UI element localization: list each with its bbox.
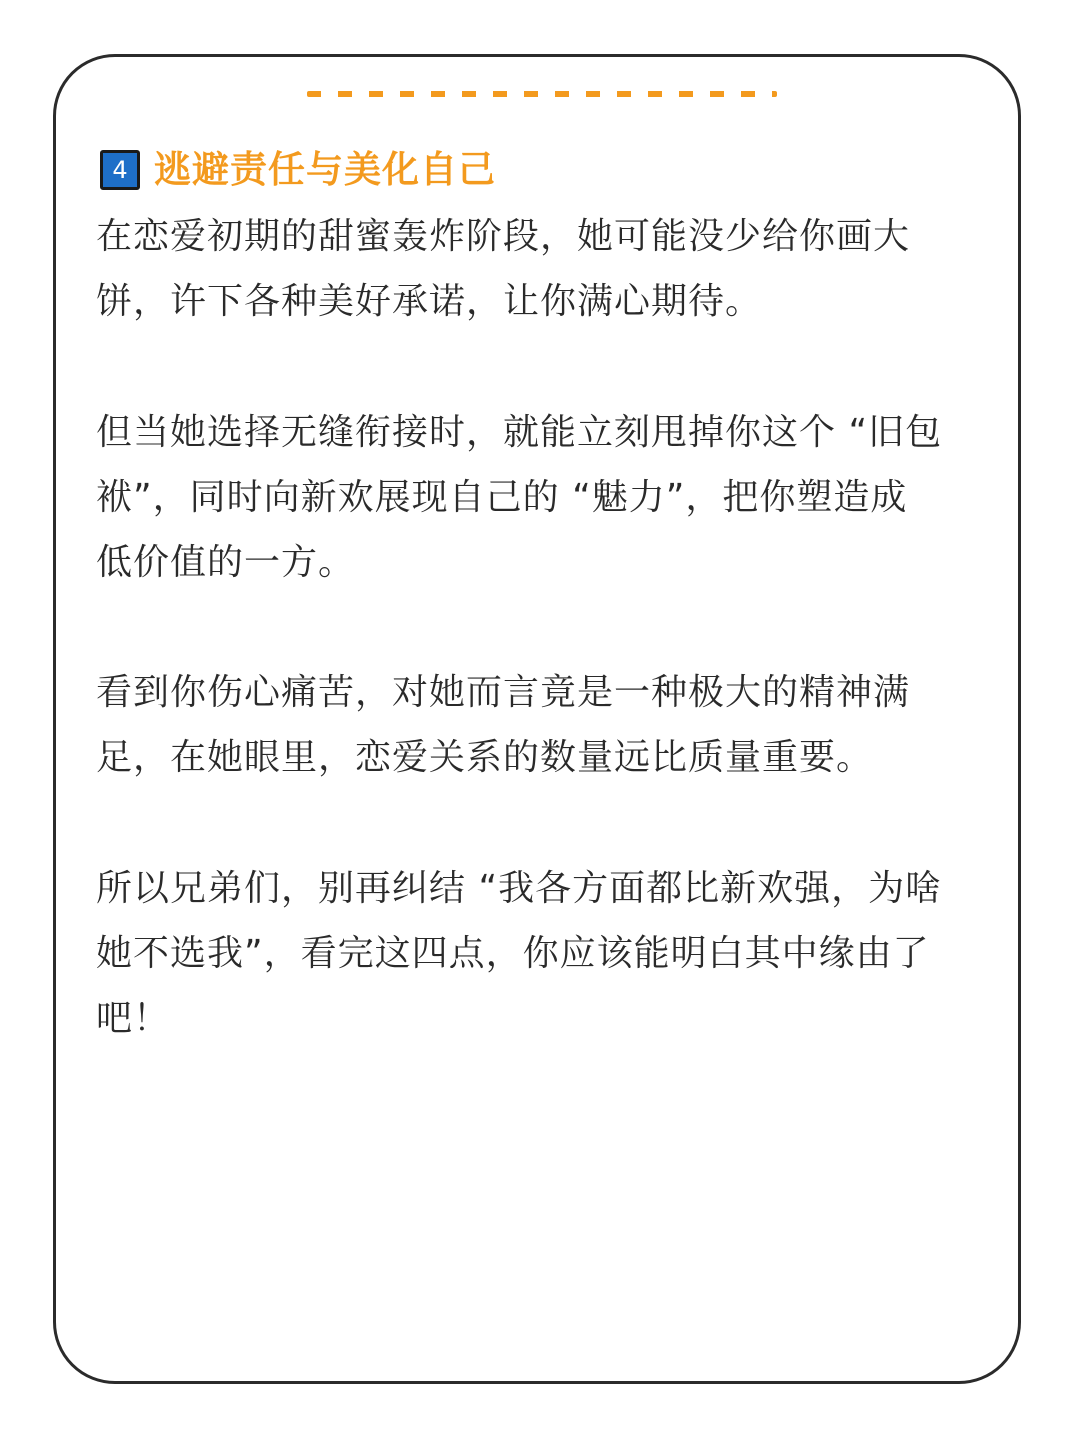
paragraph-line: 所以兄弟们，别再纠结 “我各方面都比新欢强，为啥 xyxy=(96,868,943,909)
paragraph-line: 足，在她眼里，恋爱关系的数量远比质量重要。 xyxy=(96,737,874,778)
paragraph-line: 吧！ xyxy=(96,998,171,1039)
section-title: 逃避责任与美化自己 xyxy=(154,148,496,191)
number-badge-icon: 4 xyxy=(100,150,140,190)
section-heading xyxy=(100,147,496,193)
dashed-divider xyxy=(307,91,777,97)
paragraph-line: 饼，许下各种美好承诺，让你满心期待。 xyxy=(96,281,763,322)
paragraph-1 xyxy=(96,204,996,334)
paragraph-2 xyxy=(96,400,996,595)
paragraph-line: 她不选我”，看完这四点，你应该能明白其中缘由了 xyxy=(96,933,930,974)
paragraph-line: 袱”，同时向新欢展现自己的 “魅力”，把你塑造成 xyxy=(96,477,908,518)
paragraph-line: 在恋爱初期的甜蜜轰炸阶段，她可能没少给你画大 xyxy=(96,216,911,257)
paragraph-line: 但当她选择无缝衔接时，就能立刻甩掉你这个 “旧包 xyxy=(96,412,943,453)
paragraph-line: 看到你伤心痛苦，对她而言竟是一种极大的精神满 xyxy=(96,672,911,713)
paragraph-4 xyxy=(96,856,996,1051)
paragraph-3 xyxy=(96,660,996,790)
paragraph-line: 低价值的一方。 xyxy=(96,542,356,583)
